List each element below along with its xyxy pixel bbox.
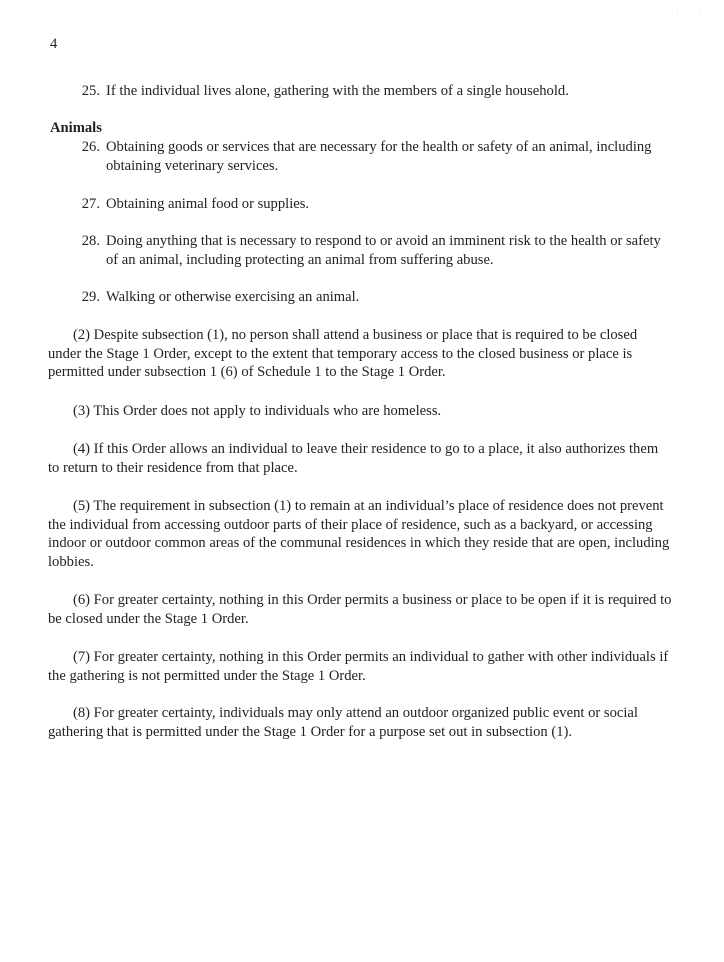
list-item-text: Walking or otherwise exercising an animal. (106, 289, 360, 305)
list-item-number: 29. (81, 289, 100, 305)
list-item-number: 26. (81, 139, 100, 155)
paragraph-subsection-7: (7) For greater certainty, nothing in this Order permits an individual to gather with other individuals if the gathering is not permitted under the Stage 1 Order. (48, 649, 669, 684)
list-item-number: 27. (81, 196, 100, 212)
list-item-number: 25. (81, 83, 100, 99)
paragraph-subsection-8: (8) For greater certainty, individuals may only attend an outdoor organized public event or social gathering that is permitted under the Stage 1 Order for a purpose set out in subsection (1). (48, 705, 638, 740)
list-item-text: Obtaining goods or services that are necessary for the health or safety of an animal, including obtaining veterinary services. (106, 139, 652, 174)
page-number: 4 (50, 36, 58, 52)
list-item-text: If the individual lives alone, gathering with the members of a single household. (106, 83, 569, 99)
paragraph-subsection-3: (3) This Order does not apply to individuals who are homeless. (73, 403, 442, 419)
list-item-text: Doing anything that is necessary to respond to or avoid an imminent risk to the health or safety of an animal, including protecting an animal from suffering abuse. (106, 233, 661, 268)
section-heading: Animals (50, 120, 102, 136)
paragraph-subsection-5: (5) The requirement in subsection (1) to remain at an individual’s place of residence does not prevent the individual from accessing outdoor parts of their place of residence, such as a backyard, or accessing indoor or outdoor common areas of the communal residences in which they reside that are open, including lobbies. (48, 498, 670, 570)
list-item-text: Obtaining animal food or supplies. (106, 196, 310, 212)
paragraph-subsection-6: (6) For greater certainty, nothing in this Order permits a business or place to be open if it is required to be closed under the Stage 1 Order. (48, 592, 672, 627)
scan-specks: · · (676, 8, 703, 18)
paragraph-subsection-2: (2) Despite subsection (1), no person shall attend a business or place that is required to be closed under the Stage 1 Order, except to the extent that temporary access to the closed business or place is permitted under subsection 1 (6) of Schedule 1 to the Stage 1 Order. (48, 327, 638, 380)
list-item-number: 28. (81, 233, 100, 249)
paragraph-subsection-4: (4) If this Order allows an individual to leave their residence to go to a place, it also authorizes them to return to their residence from that place. (48, 441, 659, 476)
